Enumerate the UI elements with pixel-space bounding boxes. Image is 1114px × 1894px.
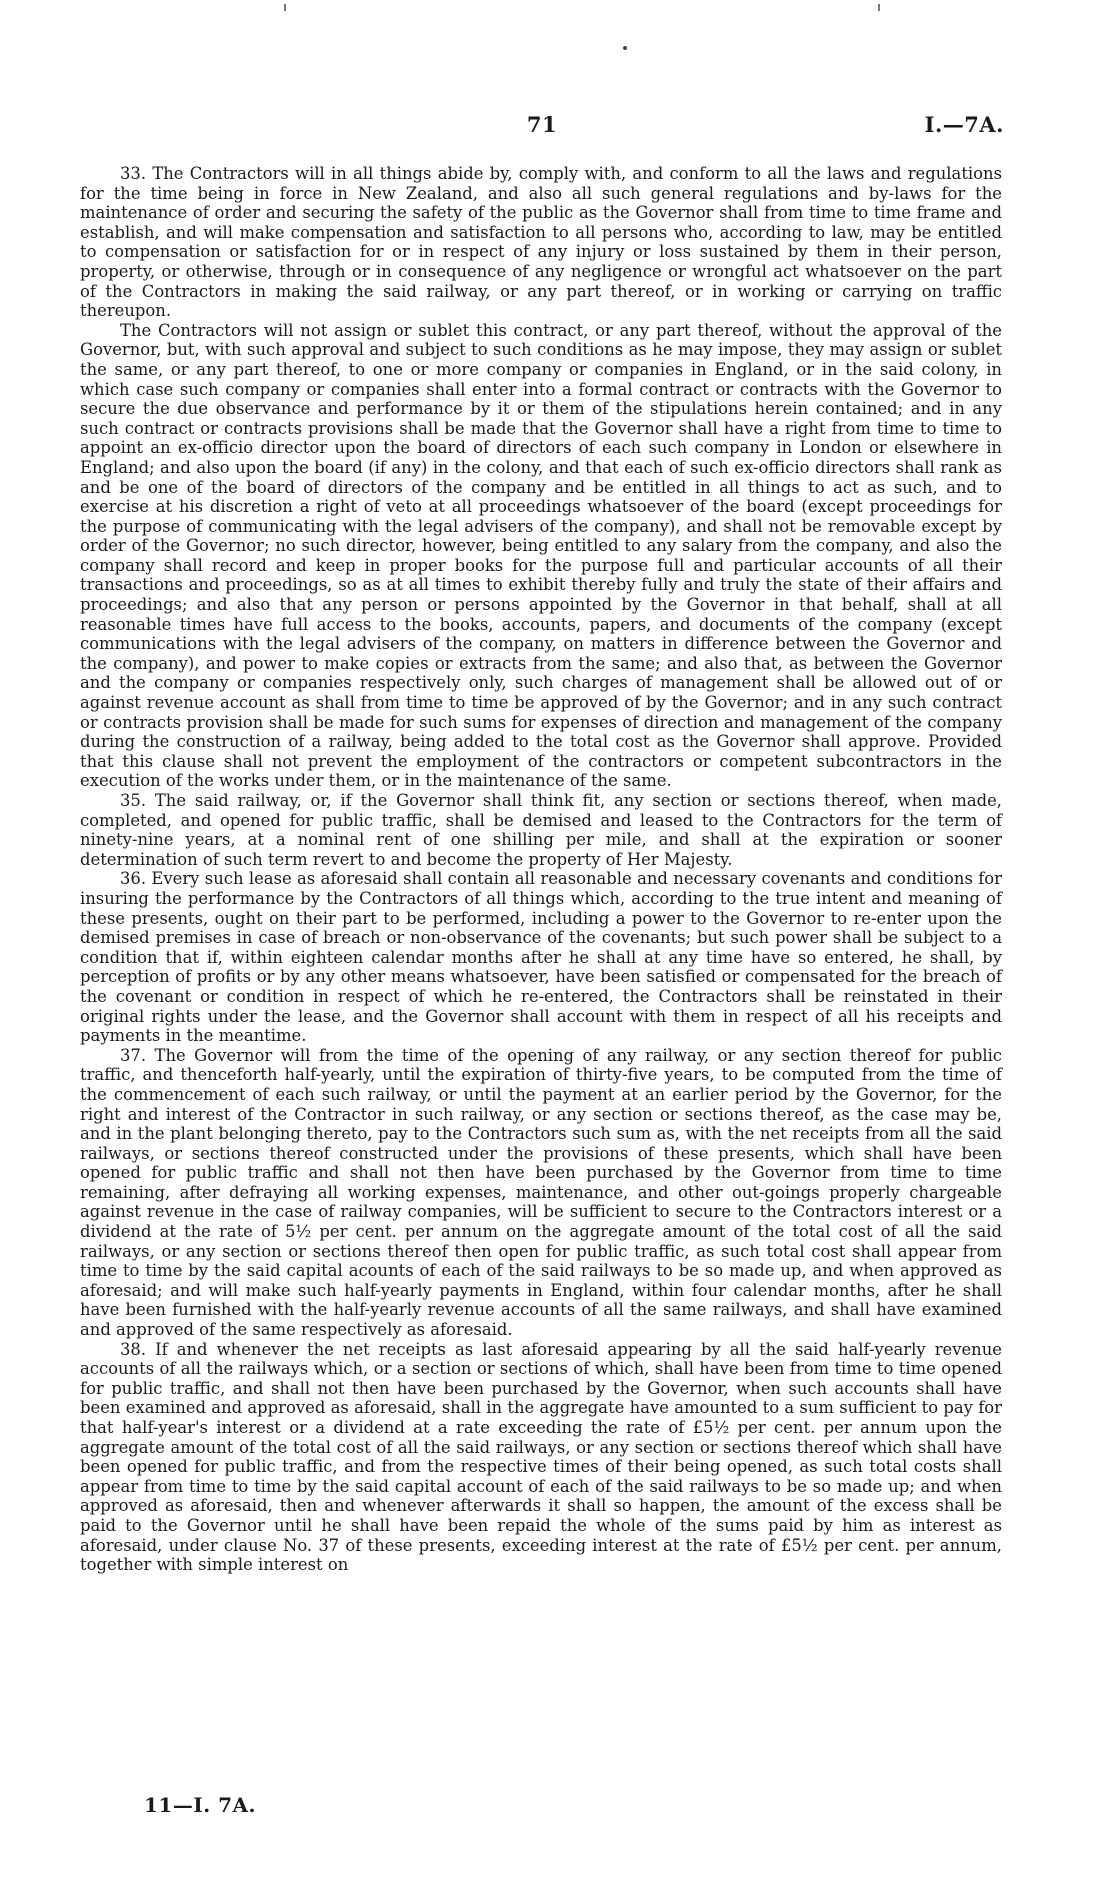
clause-35: 35. The said railway, or, if the Governor shall think fit, any section or sections thereof, when made, completed, and opened for public traffic, shall be demised and leased to the Contractors for the term of ninety-nine years, at a nominal rent of one shilling per mile, and shall at the expiration or sooner determination of such term revert to and become the property of Her Majesty. [80,791,1002,869]
page-number: 71 [526,112,558,137]
paper-reference: I.—7A. [924,112,1004,137]
document-body [80,164,1002,1575]
clause-36: 36. Every such lease as aforesaid shall contain all reasonable and necessary covenants and conditions for insuring the performance by the Contractors of all things which, according to the true intent and meaning of these presents, ought on their part to be performed, including a power to the Governor to re-enter upon the demised premises in case of breach or non-observance of the covenants; but such power shall be subject to a condition that if, within eighteen calendar months after he shall at any time have so entered, he shall, by perception of profits or by any other means whatsoever, have been satisfied or compensated for the breach of the covenant or condition in respect of which he re-entered, the Contractors shall be reinstated in their original rights under the lease, and the Governor shall account with them in respect of all his receipts and payments in the meantime. [80,869,1002,1046]
scan-mark-top-right [878,4,880,11]
scan-speck [623,46,627,50]
sheet-signature: 11—I. 7A. [144,1793,257,1817]
clause-33: 33. The Contractors will in all things abide by, comply with, and conform to all the laws and regulations for the time being in force in New Zealand, and also all such general regulations and by-laws for the maintenance of order and securing the safety of the public as the Governor shall from time to time frame and establish, and will make compensation and satisfaction to all persons who, according to law, may be entitled to compensation or satisfaction for or in respect of any injury or loss sustained by them in their person, property, or otherwise, through or in consequence of any negligence or wrongful act whatsoever on the part of the Contractors in making the said railway, or any part thereof, or in working or carrying on traffic thereupon. [80,164,1002,321]
clause-34-assignment: The Contractors will not assign or sublet this contract, or any part thereof, without the approval of the Governor, but, with such approval and subject to such conditions as he may impose, they may assign or sublet the same, or any part thereof, to one or more company or companies in England, or in the said colony, in which case such company or companies shall enter into a formal contract or contracts with the Governor to secure the due observance and performance by it or them of the stipulations herein contained; and in any such contract or contracts provisions shall be made that the Governor shall have a right from time to time to appoint an ex-officio director upon the board of directors of each such company in London or elsewhere in England; and also upon the board (if any) in the colony, and that each of such ex-officio directors shall rank as and be one of the board of directors of the company and be entitled in all things to act as such, and to exercise at his discretion a right of veto at all proceedings whatsoever of the board (except proceedings for the purpose of communicating with the legal advisers of the company), and shall not be removable except by order of the Governor; no such director, however, being entitled to any salary from the company, and also the company shall record and keep in proper books for the purpose full and particular accounts of all their transactions and proceedings, so as at all times to exhibit thereby fully and truly the state of their affairs and proceedings; and also that any person or persons appointed by the Governor in that behalf, shall at all reasonable times have full access to the books, accounts, papers, and documents of the company (except communications with the legal advisers of the company, on matters in difference between the Governor and the company), and power to make copies or extracts from the same; and also that, as between the Governor and the company or companies respectively only, such charges of management shall be allowed out of or against revenue account as shall from time to time be approved of by the Governor; and in any such contract or contracts provision shall be made for such sums for expenses of direction and management of the company during the construction of a railway, being added to the total cost as the Governor shall approve. Provided that this clause shall not prevent the employment of the contractors or competent subcontractors in the execution of the works under them, or in the maintenance of the same. [80,320,1002,791]
clause-37: 37. The Governor will from the time of the opening of any railway, or any section thereof for public traffic, and thenceforth half-yearly, until the expiration of thirty-five years, to be computed from the time of the commencement of each such railway, or until the payment at an earlier period by the Governor, for the right and interest of the Contractor in such railway, or any section or sections thereof, as the case may be, and in the plant belonging thereto, pay to the Contractors such sum as, with the net receipts from all the said railways, or sections thereof constructed under the provisions of these presents, which shall have been opened for public traffic and shall not then have been purchased by the Governor from time to time remaining, after defraying all working expenses, maintenance, and other out-goings properly chargeable against revenue in the case of railway companies, will be sufficient to secure to the Contractors interest or a dividend at the rate of 5½ per cent. per annum on the aggregate amount of the total cost of all the said railways, or any section or sections thereof then open for public traffic, as such total cost shall appear from time to time by the said capital acounts of each of the said railways to be so made up, and when approved as aforesaid; and will make such half-yearly payments in England, within four calendar months, after he shall have been furnished with the half-yearly revenue accounts of all the same railways, and shall have examined and approved of the same respectively as aforesaid. [80,1045,1002,1340]
clause-38: 38. If and whenever the net receipts as last aforesaid appearing by all the said half-yearly revenue accounts of all the railways which, or a section or sections of which, shall have been from time to time opened for public traffic, and shall not then have been purchased by the Governor, when such accounts shall have been examined and approved as aforesaid, shall in the aggregate have amounted to a sum sufficient to pay for that half-year's interest or a dividend at a rate exceeding the rate of £5½ per cent. per annum upon the aggregate amount of the total cost of all the said railways, or any section or sections thereof which shall have been opened for public traffic, and from the respective times of their being opened, as such total costs shall appear from time to time by the said capital account of each of the said railways to be so made up; and when approved as aforesaid, then and whenever afterwards it shall so happen, the amount of the excess shall be paid to the Governor until he shall have been repaid the whole of the sums paid by him as interest as aforesaid, under clause No. 37 of these presents, exceeding interest at the rate of £5½ per cent. per annum, together with simple interest on [80,1339,1002,1575]
page-header [80,112,1004,144]
scan-mark-top-left [284,4,286,11]
